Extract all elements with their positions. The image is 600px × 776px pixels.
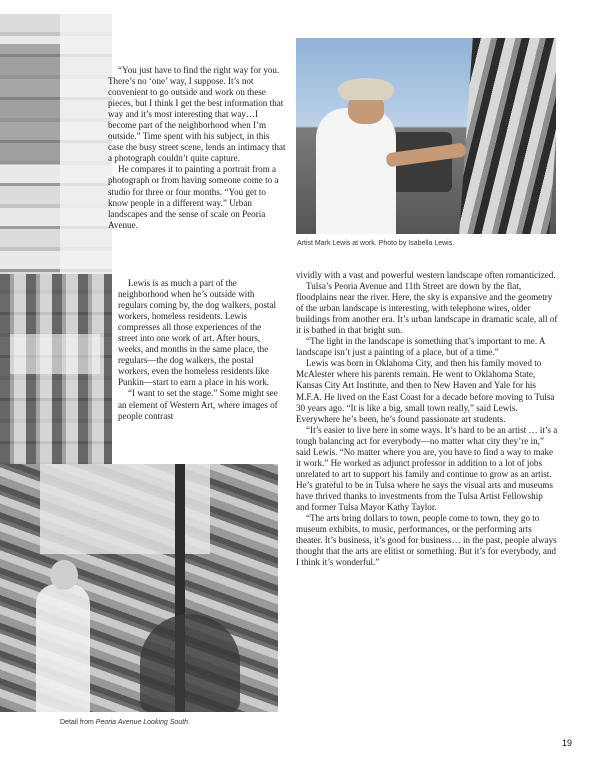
detail-caption: [60, 719, 190, 726]
photo-caption: Artist Mark Lewis at work. Photo by Isabella Lewis.: [297, 240, 455, 247]
collage-artwork-left: [0, 14, 112, 464]
detail-caption-prefix: Detail from: [60, 719, 96, 726]
paragraph: Tulsa’s Peoria Avenue and 11th Street are down by the flat, floodplains near the river. Here, the sky is expansive and the geometry of the urban landscape is interesting, with telephone wires, older buildings from another era. It’s urban landscape in dramatic scale, all of it is bathed in that bright sun.: [296, 281, 558, 336]
detail-artwork-image: [0, 464, 278, 712]
paragraph: Lewis is as much a part of the neighborhood when he’s outside with regulars coming by, the dog walkers, postal workers, homeless residents. Lewis compresses all those experiences of the street into one work of art. After hours, weeks, and months in the same place, the regulars—the dog walkers, the postal workers, even the homeless residents like Punkin—start to earn a place in his work.: [118, 278, 277, 388]
page-number: 19: [562, 738, 573, 748]
paragraph: “The arts bring dollars to town, people come to town, they go to museum exhibits, to music, performances, or the performing arts theater. It’s business, it’s good for business… in the past, people always thought that the arts are elitist or something. But it’s for everybody, and I think it’s wonderful.”: [296, 513, 557, 568]
article-column-left-top: [108, 65, 286, 231]
paragraph: “It’s easier to live here in some ways. It’s hard to be an artist … it’s a tough balancing act for everybody—no matter what city they’re in,” said Lewis. “No matter where you are, you have to find a way to make it work.” He worked as adjunct professor in addition to a lot of jobs unrelated to art to support his family and continue to grow as an artist. He’s grateful to be in Tulsa where he says the visual arts and museums have thrived thanks to investments from the Tulsa Artist Fellowship and former Tulsa Mayor Kathy Taylor.: [296, 424, 558, 512]
article-column-left-bottom: [118, 278, 280, 422]
paragraph: He compares it to painting a portrait from a photograph or from having someone come to a studio for three or four months. “You get to know people in a different way.” Urban landscapes and the sense of scale on Peoria Avenue.: [108, 164, 279, 230]
artist-photo: [296, 38, 556, 234]
paragraph: “I want to set the stage.” Some might see an element of Western Art, where images of people contrast: [118, 388, 278, 421]
paragraph: Lewis was born in Oklahoma City, and then his family moved to McAlester where his parents remain. He went to Oklahoma State, Kansas City Art Institute, and then to New Haven and Yale for his M.F.A. He lived on the East Coast for a decade before moving to Tulsa 30 years ago. “It is like a big, small town really,” said Lewis. Everywhere he’s been, he’s found passionate art students.: [296, 358, 555, 424]
paragraph: “The light in the landscape is something that’s important to me. A landscape isn’t just a painting of a place, but of a time.”: [296, 336, 545, 358]
paragraph: vividly with a vast and powerful western landscape often romanticized.: [296, 270, 556, 280]
paragraph: “You just have to find the right way for you. There’s no ‘one’ way, I suppose. It’s not convenient to go outside and work on these pieces, but I think I get the best information that way and it’s most interesting that way…I become part of the neighborhood when I’m outside.” Time spent with his subject, in this case the busy street scene, lends an intimacy that a photograph couldn’t quite capture.: [108, 65, 286, 164]
article-column-right: [296, 270, 558, 568]
detail-caption-title: Peoria Avenue Looking South: [95, 719, 189, 726]
detail-caption-suffix: .: [188, 719, 190, 726]
